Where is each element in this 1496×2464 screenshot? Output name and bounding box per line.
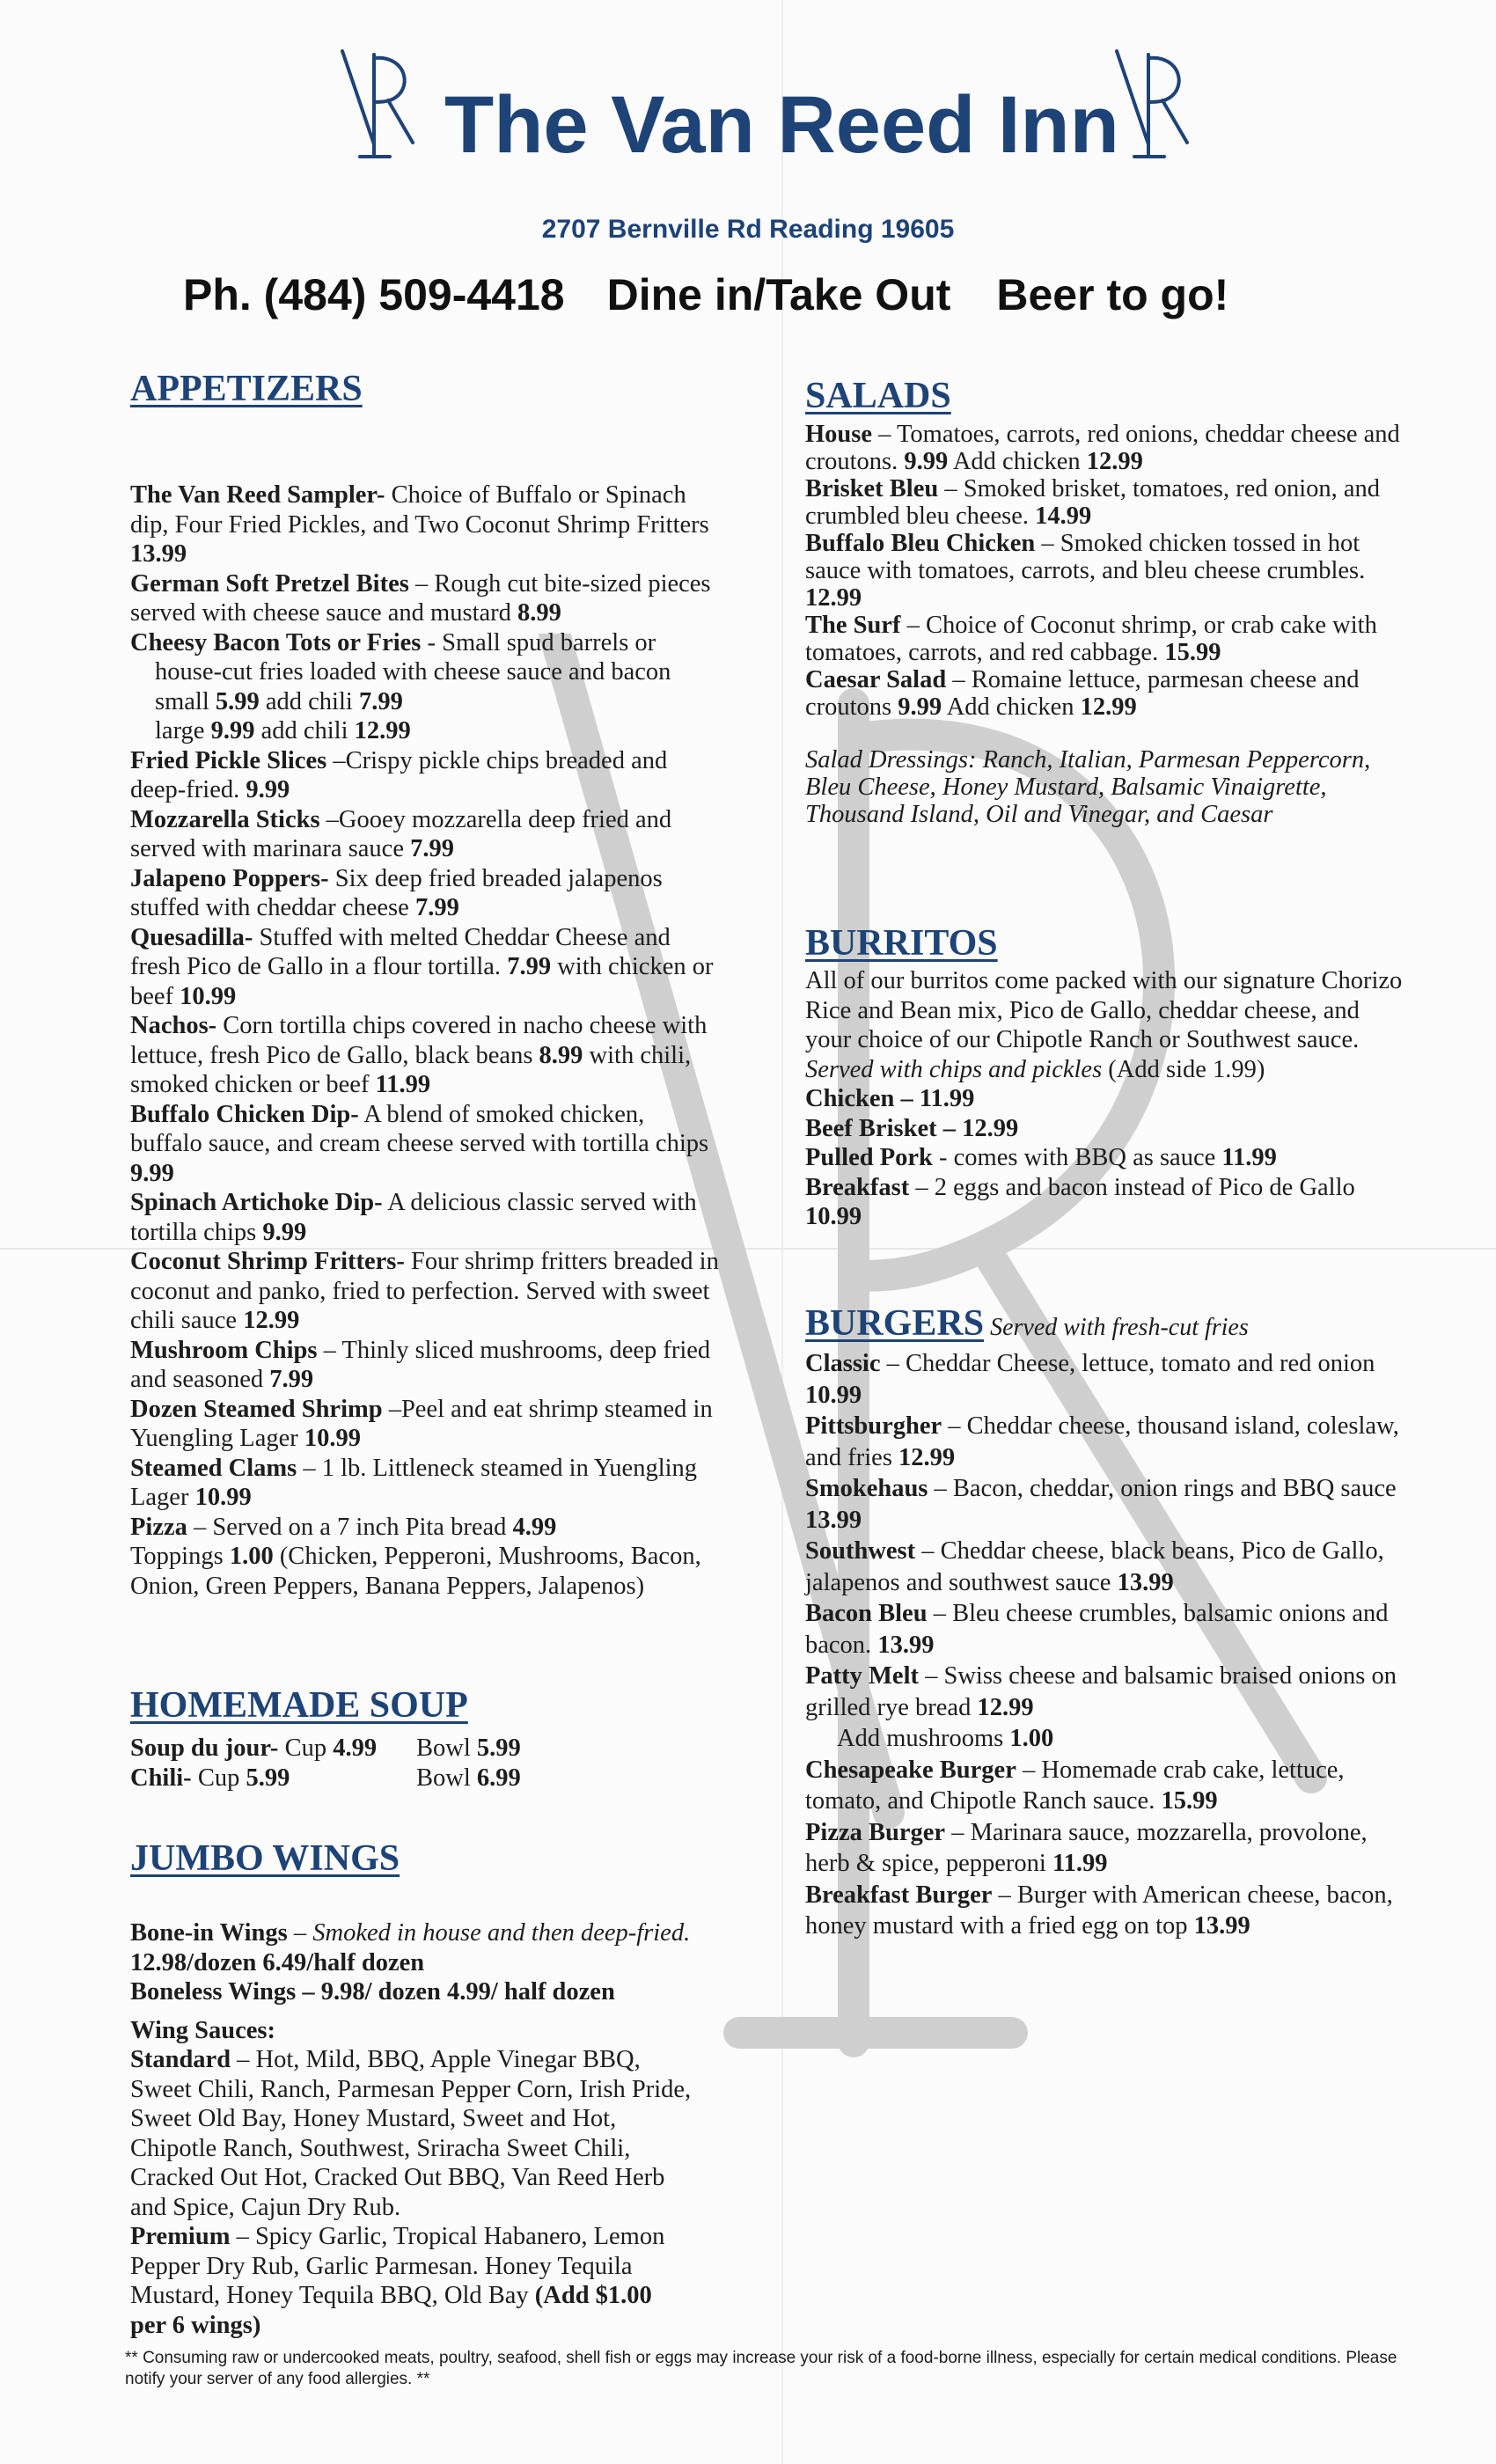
menu-item: Southwest – Cheddar cheese, black beans, Pico de Gallo, jalapenos and southwest sauce 13.99 (805, 1537, 1384, 1596)
menu-item: Pizza Burger – Marinara sauce, mozzarella, provolone, herb & spice, pepperoni 11.99 (805, 1818, 1368, 1877)
menu-item: Patty Melt – Swiss cheese and balsamic braised onions on grilled rye bread 12.99 (805, 1662, 1397, 1721)
salads-heading: SALADS (805, 376, 951, 416)
wings-heading: JUMBO WINGS (130, 1838, 400, 1879)
menu-item: Pittsburgher – Cheddar cheese, thousand island, coleslaw, and fries 12.99 (805, 1412, 1399, 1471)
menu-item: Cheesy Bacon Tots or Fries - Small spud barrels or house-cut fries loaded with cheese sauce and bacon small 5.99 add chili 7.99 (130, 628, 671, 715)
menu-item: House – Tomatoes, carrots, red onions, cheddar cheese and croutons. 9.99 Add chicken 12.99 (805, 421, 1400, 475)
menu-item: Brisket Bleu – Smoked brisket, tomatoes, red onion, and crumbled bleu cheese. 14.99 (805, 475, 1381, 530)
menu-item: Bacon Bleu – Bleu cheese crumbles, balsamic onions and bacon. 13.99 (805, 1600, 1389, 1659)
menu-item: Smokehaus – Bacon, cheddar, onion rings and BBQ sauce 13.99 (805, 1475, 1397, 1534)
contact-line (183, 269, 1228, 320)
wing-sauces-premium: Premium – Spicy Garlic, Tropical Habanero, Lemon Pepper Dry Rub, Garlic Parmesan. Honey Tequila Mustard, Honey Tequila BBQ, Old Bay (Add $1.00 per 6 wings) (130, 2223, 665, 2339)
vr-monogram-logo (1113, 46, 1194, 162)
menu-item: Chicken – 11.99 (805, 1085, 975, 1112)
appetizers-heading: APPETIZERS (130, 369, 363, 409)
menu-item: Quesadilla- Stuffed with melted Cheddar Cheese and fresh Pico de Gallo in a flour tortilla. 7.99 with chicken or beef 10.99 (130, 923, 714, 1010)
menu-item: Chili- Cup 5.99 Bowl 6.99 (130, 1764, 521, 1792)
menu-item: Boneless Wings – 9.98/ dozen 4.99/ half dozen (130, 1978, 615, 2006)
beer-to-go: Beer to go! (996, 270, 1229, 319)
menu-item: Mushroom Chips – Thinly sliced mushrooms, deep fried and seasoned 7.99 (130, 1336, 711, 1393)
menu-item: Dozen Steamed Shrimp –Peel and eat shrimp steamed in Yuengling Lager 10.99 (130, 1395, 713, 1452)
burritos-intro: All of our burritos come packed with our signature Chorizo Rice and Bean mix, Pico de Gallo, cheddar cheese, and your choice of our Chipotle Ranch or Southwest sauce. Served with chips and pickles (Add side 1.99) (805, 967, 1403, 1083)
appetizers-list (130, 480, 720, 1601)
menu-item: Spinach Artichoke Dip- A delicious classic served with tortilla chips 9.99 (130, 1189, 697, 1246)
menu-item: Nachos- Corn tortilla chips covered in nacho cheese with lettuce, fresh Pico de Gallo, black beans 8.99 with chili, smoked chicken or beef 11.99 (130, 1012, 708, 1098)
soup-list (130, 1734, 720, 1793)
restaurant-address: 2707 Bernville Rd Reading 19605 (541, 215, 955, 244)
salad-dressings: Salad Dressings: Ranch, Italian, Parmesan Peppercorn, Bleu Cheese, Honey Mustard, Balsamic Vinaigrette, Thousand Island, Oil and Vinegar, and Caesar (805, 746, 1371, 828)
vr-monogram-logo (339, 46, 420, 162)
wings-list (130, 1918, 693, 2340)
menu-item: Steamed Clams – 1 lb. Littleneck steamed in Yuengling Lager 10.99 (130, 1454, 698, 1511)
menu-item: Chesapeake Burger – Homemade crab cake, lettuce, tomato, and Chipotle Ranch sauce. 15.99 (805, 1756, 1345, 1815)
menu-item: Breakfast – 2 eggs and bacon instead of Pico de Gallo 10.99 (805, 1173, 1355, 1230)
menu-item: German Soft Pretzel Bites – Rough cut bite-sized pieces served with cheese sauce and mustard 8.99 (130, 569, 711, 627)
menu-item: Pulled Pork - comes with BBQ as sauce 11.99 (805, 1144, 1277, 1171)
wing-sauces-standard: Standard – Hot, Mild, BBQ, Apple Vinegar BBQ, Sweet Chili, Ranch, Parmesan Pepper Corn, Irish Pride, Sweet Old Bay, Honey Mustard, Sweet and Hot, Chipotle Ranch, Southwest, Sriracha Sweet Chili, Cracked Out Hot, Cracked Out BBQ, Van Reed Herb and Spice, Cajun Dry Rub. (130, 2046, 692, 2221)
menu-item: Classic – Cheddar Cheese, lettuce, tomato and red onion 10.99 (805, 1350, 1375, 1409)
menu-item-addon: Add mushrooms 1.00 (837, 1725, 1054, 1752)
burgers-heading: BURGERS (805, 1303, 985, 1344)
burgers-heading-row (805, 1302, 1421, 1345)
menu-item: The Van Reed Sampler- Choice of Buffalo or Spinach dip, Four Fried Pickles, and Two Coconut Shrimp Fritters 13.99 (130, 481, 709, 568)
menu-item: Bone-in Wings – Smoked in house and then deep-fried. 12.98/dozen 6.49/half dozen (130, 1919, 691, 1976)
service-type: Dine in/Take Out (606, 270, 951, 319)
burgers-list (805, 1348, 1404, 1942)
soup-heading: HOMEMADE SOUP (130, 1685, 468, 1726)
menu-item: Fried Pickle Slices –Crispy pickle chips breaded and deep-fried. 9.99 (130, 746, 668, 803)
menu-item: Buffalo Bleu Chicken – Smoked chicken tossed in hot sauce with tomatoes, carrots, and bleu cheese crumbles. 12.99 (805, 530, 1366, 612)
phone-number[interactable]: Ph. (484) 509-4418 (183, 270, 565, 319)
menu-item: Pizza – Served on a 7 inch Pita bread 4.99 (130, 1513, 557, 1541)
restaurant-title: The Van Reed Inn (444, 80, 1119, 170)
allergy-disclaimer: ** Consuming raw or undercooked meats, poultry, seafood, shell fish or eggs may increase your risk of a food-borne illness, especially for certain medical conditions. Please notify your server of any food allergies. ** (125, 2349, 1397, 2388)
burgers-subheading: Served with fresh-cut fries (984, 1314, 1249, 1341)
menu-item: Soup du jour- Cup 4.99 Bowl 5.99 (130, 1734, 521, 1762)
menu-item: Buffalo Chicken Dip- A blend of smoked chicken, buffalo sauce, and cream cheese served with tortilla chips 9.99 (130, 1100, 709, 1187)
menu-item: Coconut Shrimp Fritters- Four shrimp fritters breaded in coconut and panko, fried to perfection. Served with sweet chili sauce 12.99 (130, 1248, 719, 1334)
menu-item: Mozzarella Sticks –Gooey mozzarella deep fried and served with marinara sauce 7.99 (130, 805, 672, 862)
menu-item: Caesar Salad – Romaine lettuce, parmesan cheese and croutons 9.99 Add chicken 12.99 (805, 666, 1360, 721)
menu-item: Beef Brisket – 12.99 (805, 1114, 1019, 1142)
menu-item-variant: large 9.99 add chili 12.99 (155, 717, 411, 744)
burritos-list (805, 966, 1404, 1232)
menu-item: Breakfast Burger – Burger with American cheese, bacon, honey mustard with a fried egg on top 13.99 (805, 1881, 1393, 1940)
salads-list (805, 421, 1404, 721)
wing-sauces-label: Wing Sauces: (130, 2016, 275, 2044)
menu-item: The Surf – Choice of Coconut shrimp, or crab cake with tomatoes, carrots, and red cabbage. 15.99 (805, 612, 1377, 666)
burritos-heading: BURRITOS (805, 923, 998, 964)
menu-item: Jalapeno Poppers- Six deep fried breaded jalapenos stuffed with cheddar cheese 7.99 (130, 864, 663, 921)
menu-item-toppings: Toppings 1.00 (Chicken, Pepperoni, Mushrooms, Bacon, Onion, Green Peppers, Banana Peppers, Jalapenos) (130, 1543, 701, 1600)
